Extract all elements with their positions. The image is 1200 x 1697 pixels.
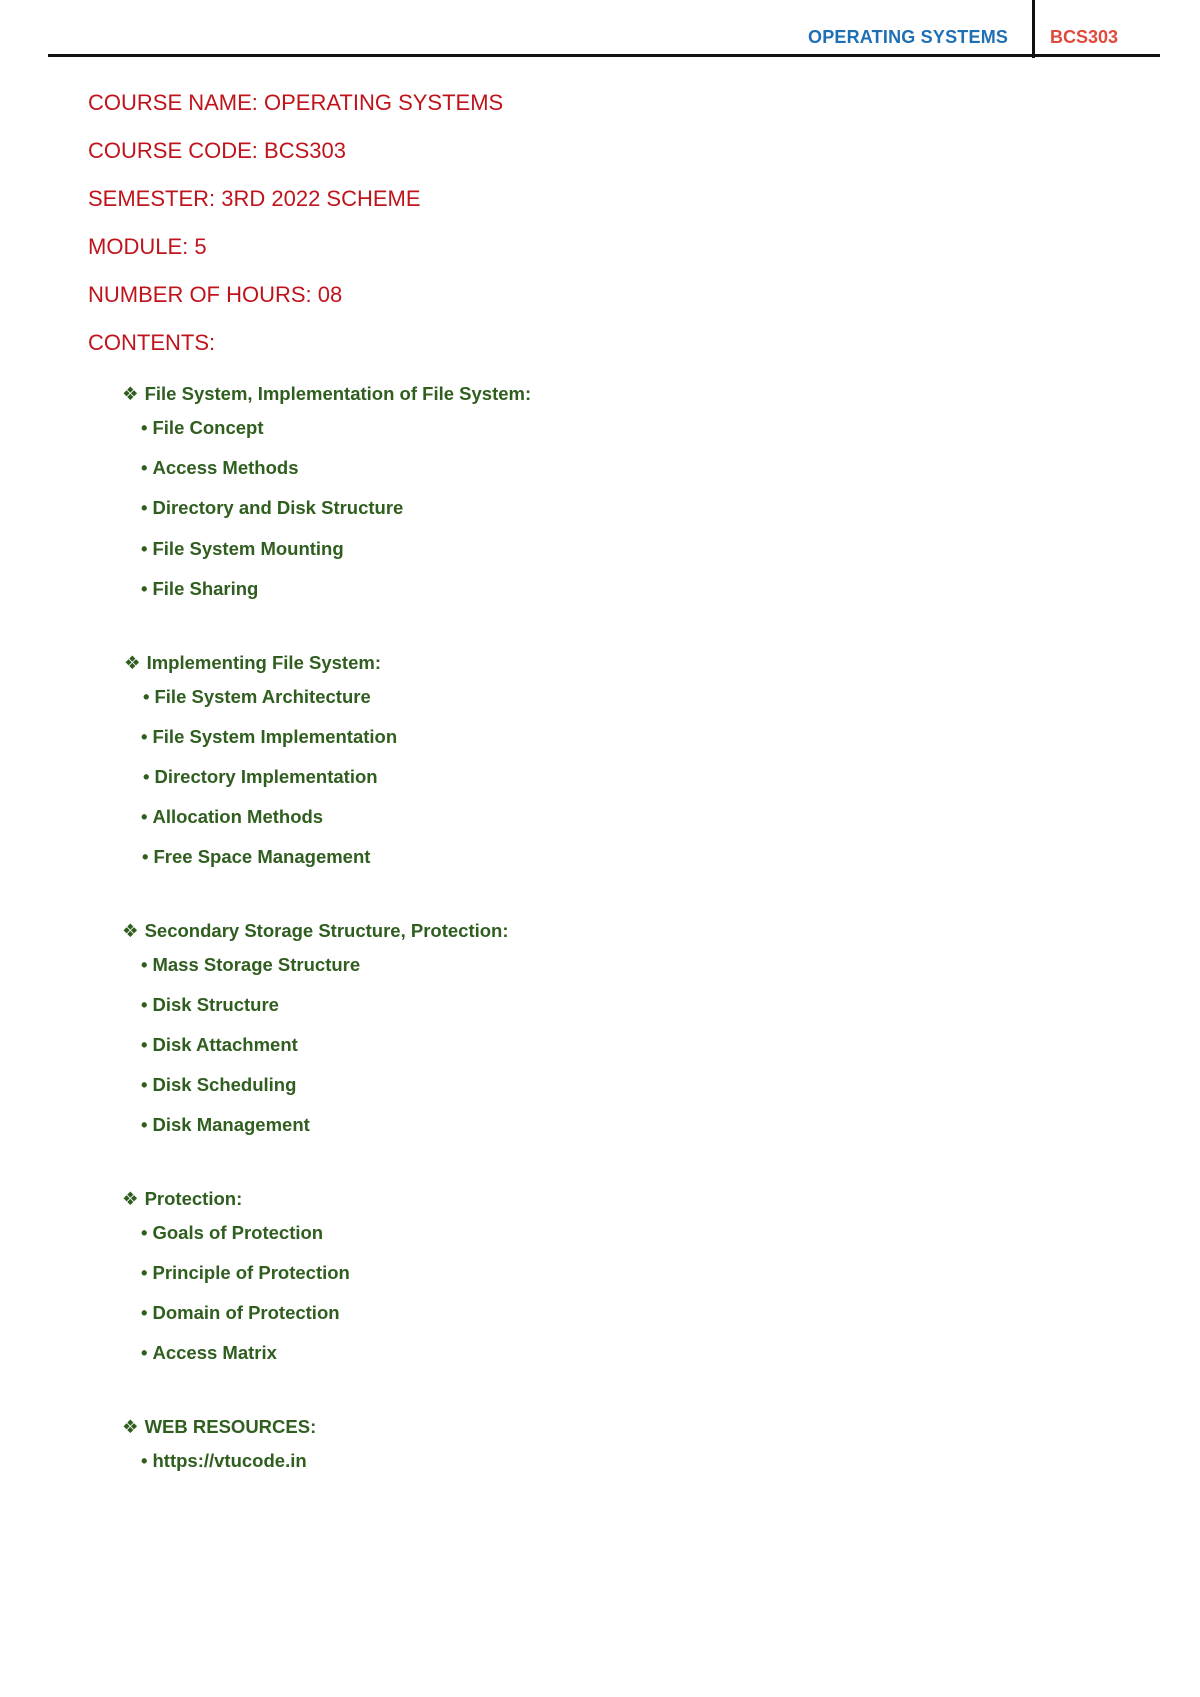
bullet-icon: •: [141, 1262, 148, 1283]
section-heading: [122, 920, 509, 942]
bullet-icon: •: [143, 686, 150, 707]
list-item-label: Allocation Methods: [152, 806, 324, 827]
list-item: [141, 1302, 340, 1324]
list-item: [141, 457, 298, 479]
bullet-icon: •: [141, 954, 148, 975]
header-title: OPERATING SYSTEMS: [808, 27, 1009, 47]
section-heading: [122, 1188, 242, 1210]
list-item-label: File System Implementation: [152, 726, 398, 747]
bullet-icon: •: [141, 726, 148, 747]
list-item: [142, 846, 370, 868]
list-item: [141, 806, 323, 828]
list-item: [141, 726, 397, 748]
list-item-label: File Sharing: [152, 578, 259, 599]
list-item: [141, 1114, 310, 1136]
list-item: [143, 766, 378, 788]
diamond-bullet-icon: ❖: [122, 1416, 139, 1437]
list-item-label: File Concept: [152, 417, 264, 438]
section-title: File System, Implementation of File System:: [144, 383, 532, 404]
header-course-code: BCS303: [1050, 27, 1119, 47]
list-item: [141, 1222, 323, 1244]
section-title: Implementing File System:: [146, 652, 381, 673]
diamond-bullet-icon: ❖: [122, 920, 139, 941]
list-item-label: Disk Attachment: [152, 1034, 298, 1055]
bullet-icon: •: [141, 497, 148, 518]
list-item: [141, 1450, 307, 1472]
list-item: [141, 994, 279, 1016]
number-of-hours: NUMBER OF HOURS: 08: [88, 282, 343, 307]
bullet-icon: •: [141, 457, 148, 478]
bullet-icon: •: [141, 578, 148, 599]
web-resource-link[interactable]: https://vtucode.in: [152, 1450, 307, 1471]
bullet-icon: •: [141, 538, 148, 559]
course-code: COURSE CODE: BCS303: [88, 138, 346, 163]
contents-heading: CONTENTS:: [88, 330, 216, 355]
list-item-label: Access Methods: [152, 457, 299, 478]
course-name: COURSE NAME: OPERATING SYSTEMS: [88, 90, 504, 115]
header-rule: [48, 54, 1160, 57]
diamond-bullet-icon: ❖: [122, 383, 139, 404]
list-item: [141, 1034, 298, 1056]
module: MODULE: 5: [88, 234, 207, 259]
list-item: [141, 417, 264, 439]
semester: SEMESTER: 3RD 2022 SCHEME: [88, 186, 421, 211]
bullet-icon: •: [141, 1342, 148, 1363]
list-item-label: File System Architecture: [154, 686, 371, 707]
list-item-label: Domain of Protection: [152, 1302, 340, 1323]
list-item-label: Disk Management: [152, 1114, 310, 1135]
bullet-icon: •: [141, 1034, 148, 1055]
list-item: [141, 578, 258, 600]
list-item-label: Directory Implementation: [154, 766, 378, 787]
list-item-label: Directory and Disk Structure: [152, 497, 404, 518]
list-item-label: File System Mounting: [152, 538, 344, 559]
list-item-label: Disk Structure: [152, 994, 279, 1015]
bullet-icon: •: [141, 1302, 148, 1323]
bullet-icon: •: [141, 1074, 148, 1095]
list-item: [141, 1074, 296, 1096]
section-title: Protection:: [144, 1188, 243, 1209]
list-item-label: Mass Storage Structure: [152, 954, 361, 975]
list-item-label: Goals of Protection: [152, 1222, 324, 1243]
bullet-icon: •: [141, 417, 148, 438]
bullet-icon: •: [141, 1114, 148, 1135]
bullet-icon: •: [141, 1222, 148, 1243]
list-item: [143, 686, 371, 708]
list-item: [141, 1262, 350, 1284]
list-item-label: Principle of Protection: [152, 1262, 350, 1283]
list-item-label: Access Matrix: [152, 1342, 277, 1363]
header-divider: [1032, 0, 1035, 58]
bullet-icon: •: [141, 1450, 148, 1471]
list-item-label: Free Space Management: [153, 846, 371, 867]
list-item: [141, 497, 403, 519]
section-heading: [122, 1416, 316, 1438]
list-item: [141, 954, 360, 976]
diamond-bullet-icon: ❖: [122, 1188, 139, 1209]
bullet-icon: •: [143, 766, 150, 787]
section-heading: [122, 383, 531, 405]
diamond-bullet-icon: ❖: [124, 652, 141, 673]
bullet-icon: •: [141, 994, 148, 1015]
bullet-icon: •: [141, 806, 148, 827]
section-heading: [124, 652, 381, 674]
bullet-icon: •: [142, 846, 149, 867]
list-item: [141, 1342, 277, 1364]
list-item-label: Disk Scheduling: [152, 1074, 297, 1095]
list-item: [141, 538, 344, 560]
section-title: WEB RESOURCES:: [144, 1416, 317, 1437]
section-title: Secondary Storage Structure, Protection:: [144, 920, 509, 941]
